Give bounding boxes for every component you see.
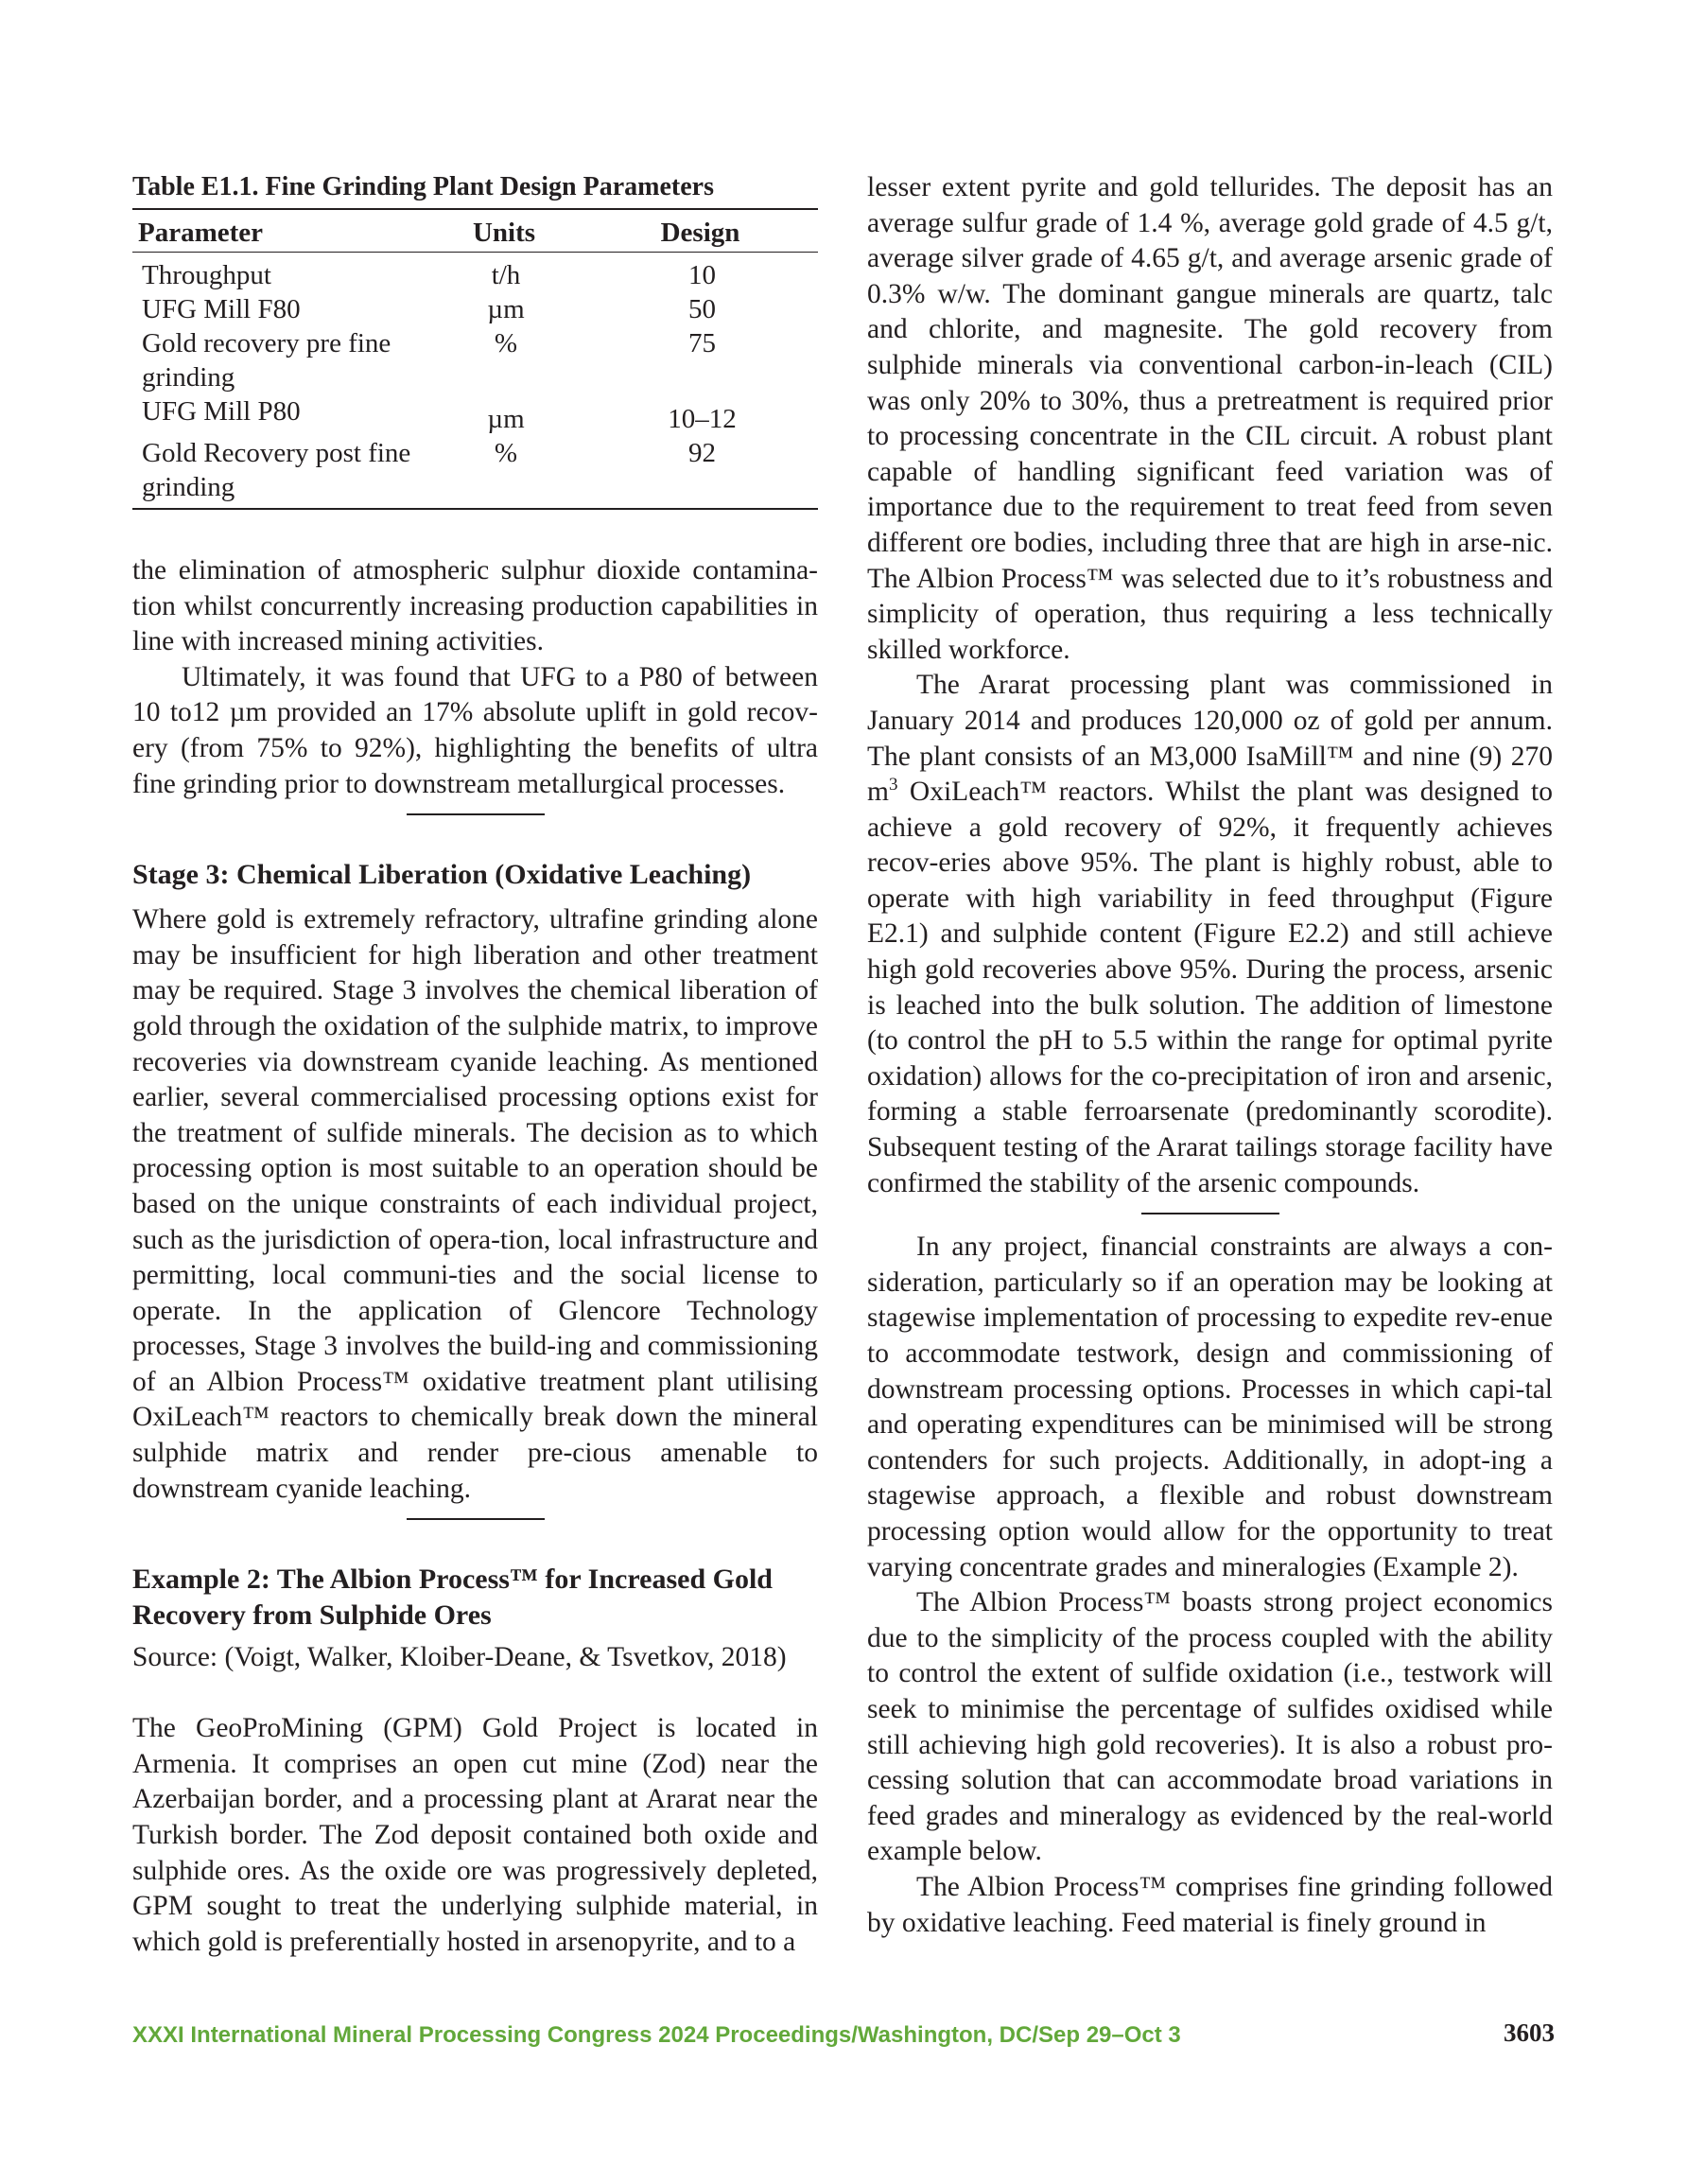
cell-parameter: Gold Recovery post fine grinding bbox=[132, 436, 426, 509]
paragraph-sulphur-dioxide: the elimination of atmospheric sulphur dioxide contamina-tion whilst concurrently increasing production capabilities in line with increased mining activities. bbox=[132, 555, 818, 657]
section-divider bbox=[407, 813, 545, 815]
cell-units: µm bbox=[487, 294, 525, 324]
cell-design: 10 bbox=[688, 260, 716, 290]
cell-design: 10–12 bbox=[668, 404, 737, 434]
cell-design: 50 bbox=[688, 294, 716, 324]
header-parameter: Parameter bbox=[132, 209, 426, 253]
header-design: Design bbox=[577, 209, 818, 253]
example2-paragraph: The GeoProMining (GPM) Gold Project is located in Armenia. It comprises an open cut mine (Zod) near the Azerbaijan border, and a processing plant at Ararat near the Turkish border. The Zod deposit contained both oxide and sulphide ores. As the oxide ore was progressively depleted, GPM sought to treat the underlying sulphide material, in which gold is preferentially hosted in arsenopyrite, and to a bbox=[132, 1713, 818, 1957]
right-column bbox=[867, 170, 1553, 1941]
ararat-text-end: OxiLeach™ reactors. Whilst the plant was designed to achieve a gold recovery of 92%, it frequently achieves recov-eries above 95%. The plant is highly robust, able to operate with high variability in feed throughput (Figure E2.1) and sulphide content (Figure E2.2) and still achieve high gold recoveries above 95%. During the process, arsenic is leached into the bulk solution. The addition of limestone (to control the pH to 5.5 within the range for optimal pyrite oxidation) allows for the co-precipitation of iron and arsenic, forming a stable ferroarsenate (predominantly scorodite). Subsequent testing of the Ararat tailings storage facility have confirmed the stability of the arsenic compounds. bbox=[867, 777, 1553, 1198]
example2-source: Source: (Voigt, Walker, Kloiber-Deane, & Tsvetkov, 2018) bbox=[132, 1642, 787, 1673]
paragraph-deposit-grades: lesser extent pyrite and gold tellurides. The deposit has an average sulfur grade of 1.4 %, average gold grade of 4.5 g/t, average silver grade of 4.65 g/t, and average arsenic grade of 0.3% w/w. The dominant gangue minerals are quartz, talc and chlorite, and magnesite. The gold recovery from sulphide minerals via conventional carbon-in-leach (CIL) was only 20% to 30%, thus a pretreatment is required prior to processing concentrate in the CIL circuit. A robust plant capable of handling significant feed variation was of importance due to the requirement to treat feed from seven different ore bodies, including three that are high in arse-nic. The Albion Process™ was selected due to it’s robustness and simplicity of operation, thus requiring a less technically skilled workforce. bbox=[867, 172, 1553, 665]
section-divider bbox=[407, 1518, 545, 1520]
table-row bbox=[132, 436, 818, 509]
left-column bbox=[132, 170, 818, 1960]
paragraph-albion-process: The Albion Process™ comprises fine grinding followed by oxidative leaching. Feed material is finely ground in bbox=[867, 1871, 1553, 1938]
cell-design: 75 bbox=[688, 328, 716, 358]
cell-units: µm bbox=[487, 404, 525, 434]
table-row bbox=[132, 326, 818, 394]
cell-design: 92 bbox=[577, 436, 818, 509]
table-row bbox=[132, 253, 818, 293]
paragraph-ararat-plant bbox=[867, 668, 1553, 1201]
design-parameters-table bbox=[132, 208, 818, 510]
stage3-paragraph: Where gold is extremely refractory, ultrafine grinding alone may be insufficient for high liberation and other treatment may be required. Stage 3 involves the chemical liberation of gold through the oxidation of the sulphide matrix, to improve recoveries via downstream cyanide leaching. As mentioned earlier, several commercialised processing options exist for the treatment of sulfide minerals. The decision as to which processing option is most suitable to an operation should be based on the unique constraints of each individual project, such as the jurisdiction of opera-tion, local infrastructure and permitting, local communi-ties and the social license to operate. In the application of Glencore Technology processes, Stage 3 involves the build-ing and commissioning of an Albion Process™ oxidative treatment plant utilising OxiLeach™ reactors to chemically break down the mineral sulphide matrix and render pre-cious amenable to downstream cyanide leaching. bbox=[132, 904, 818, 1504]
cell-parameter: Gold recovery pre fine grinding bbox=[142, 328, 391, 393]
cell-parameter: UFG Mill P80 bbox=[142, 396, 301, 427]
table-caption: Table E1.1. Fine Grinding Plant Design Parameters bbox=[132, 172, 714, 201]
cell-units: % bbox=[494, 328, 518, 358]
paragraph-ufg-uplift: Ultimately, it was found that UFG to a P80 of between 10 to12 µm provided an 17% absolute uplift in gold recov-ery (from 75% to 92%), highlighting the benefits of ultra fine grinding prior to downstream metallurgical processes. bbox=[132, 661, 818, 799]
cell-units: t/h bbox=[491, 260, 521, 290]
example2-heading: Example 2: The Albion Process™ for Increased Gold Recovery from Sulphide Ores bbox=[132, 1564, 773, 1632]
cell-parameter: UFG Mill F80 bbox=[142, 294, 301, 324]
header-units: Units bbox=[426, 209, 577, 253]
cell-parameter: Throughput bbox=[142, 260, 271, 290]
cubic-superscript: 3 bbox=[888, 775, 898, 795]
stage3-heading: Stage 3: Chemical Liberation (Oxidative Leaching) bbox=[132, 859, 752, 891]
ararat-text-start: The Ararat processing plant was commissioned in January 2014 and produces 120,000 oz of gold per annum. The plant consists of an M3,000 IsaMill™ and nine (9) 270 m bbox=[867, 670, 1553, 808]
footer-conference: XXXI International Mineral Processing Congress 2024 Proceedings/Washington, DC/Sep 29–Oct 3 bbox=[132, 2022, 1181, 2048]
table-row bbox=[132, 292, 818, 326]
section-divider bbox=[1141, 1213, 1279, 1214]
cell-units: % bbox=[426, 436, 577, 509]
paragraph-financial-constraints: In any project, financial constraints are always a con-sideration, particularly so if an operation may be looking at stagewise implementation of processing to expedite rev-enue to accommodate testwork, design and commissioning of downstream processing options. Processes in which capi-tal and operating expenditures can be minimised will be strong contenders for such projects. Additionally, in adopt-ing a stagewise approach, a flexible and robust downstream processing option would allow for the opportunity to treat varying concentrate grades and mineralogies (Example 2). bbox=[867, 1232, 1553, 1582]
table-row bbox=[132, 394, 818, 436]
paragraph-albion-economics: The Albion Process™ boasts strong project economics due to the simplicity of the process coupled with the ability to control the extent of sulfide oxidation (i.e., testwork will seek to minimise the percentage of sulfides oxidised while still achieving high gold recoveries). It is also a robust pro-cessing solution that can accommodate broad variations in feed grades and mineralogy as evidenced by the real-world example below. bbox=[867, 1587, 1553, 1867]
page-number: 3603 bbox=[1504, 2018, 1555, 2047]
table-header-row bbox=[132, 209, 818, 253]
